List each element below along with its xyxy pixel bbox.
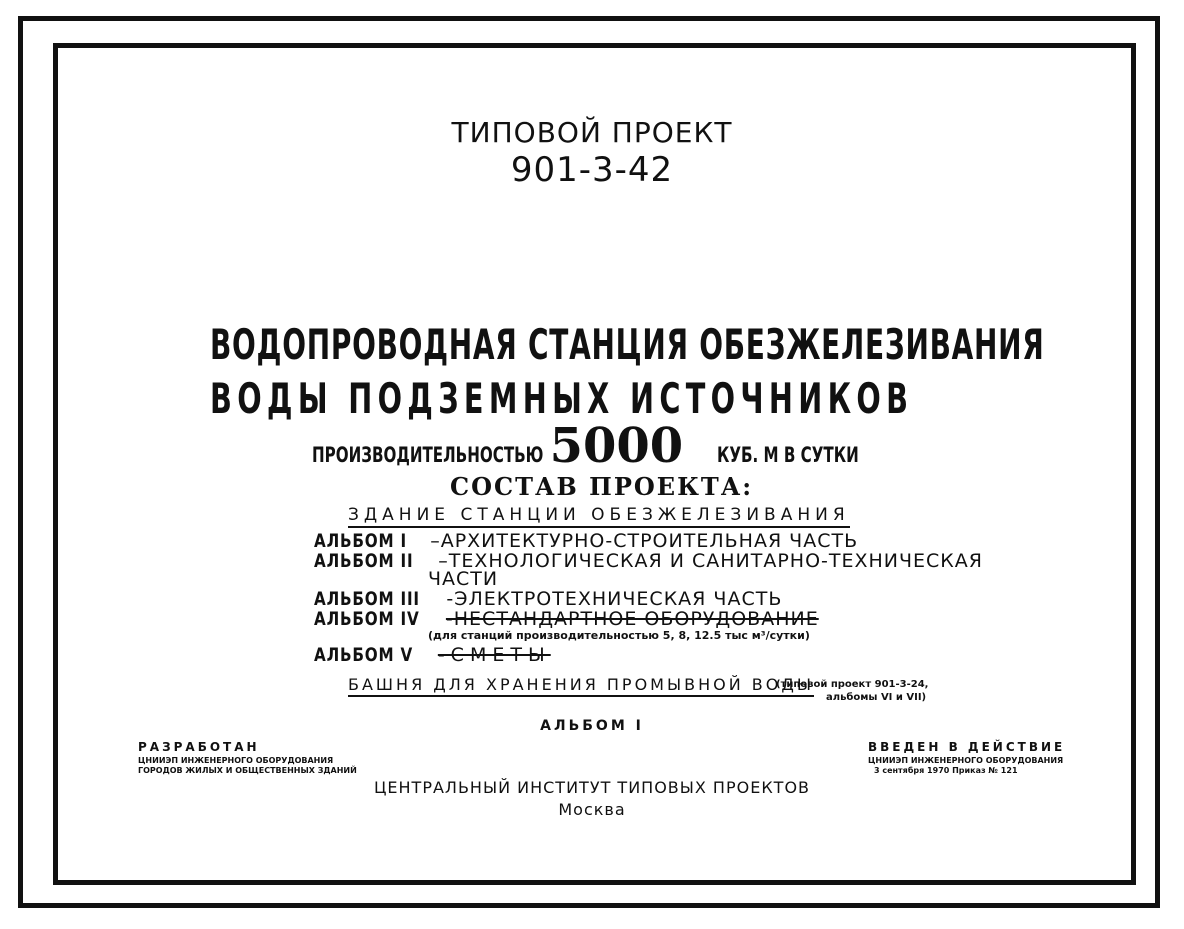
album-4-text: -НЕСТАНДАРТНОЕ ОБОРУДОВАНИЕ [445,608,819,630]
album-4 [314,608,819,630]
album-1-label: АЛЬБОМ I [314,530,407,552]
capacity-value: 5000 [549,418,684,474]
tower-heading: БАШНЯ ДЛЯ ХРАНЕНИЯ ПРОМЫВНОЙ ВОДЫ [348,675,814,697]
enacted-line-2: 3 сентября 1970 Приказ № 121 [874,766,1018,775]
album-1 [314,530,858,552]
developer-line-1: ЦНИИЭП ИНЖЕНЕРНОГО ОБОРУДОВАНИЯ [138,756,334,765]
institute-city: Москва [558,800,626,819]
project-number: 901-3-42 [510,150,674,190]
album-3 [314,588,782,610]
album-2-text: –ТЕХНОЛОГИЧЕСКАЯ И САНИТАРНО-ТЕХНИЧЕСКАЯ [438,550,983,572]
capacity-unit: КУБ. М В СУТКИ [716,443,859,467]
capacity-prefix: ПРОИЗВОДИТЕЛЬНОСТЬЮ [312,443,544,467]
album-2-text-continued: ЧАСТИ [428,568,499,590]
developer-line-2: ГОРОДОВ ЖИЛЫХ И ОБЩЕСТВЕННЫХ ЗДАНИЙ [138,766,357,775]
enacted-line-1: ЦНИИЭП ИНЖЕНЕРНОГО ОБОРУДОВАНИЯ [868,756,1064,765]
album-5-text: -СМЕТЫ [437,644,551,666]
album-1-text: –АРХИТЕКТУРНО-СТРОИТЕЛЬНАЯ ЧАСТЬ [430,530,859,552]
tower-note-line-1: (типовой проект 901-3-24, [776,679,929,690]
institute-name: ЦЕНТРАЛЬНЫЙ ИНСТИТУТ ТИПОВЫХ ПРОЕКТОВ [373,778,811,797]
tower-note-line-2: альбомы VI и VII) [826,692,927,703]
album-5 [314,644,551,666]
main-title-line-1: ВОДОПРОВОДНАЯ СТАНЦИЯ ОБЕЗЖЕЛЕЗИВАНИЯ [210,320,1045,369]
album-3-label: АЛЬБОМ III [314,588,420,610]
album-2-label: АЛЬБОМ II [314,550,414,572]
album-4-note: (для станций производительностью 5, 8, 12.5 тыс м³/сутки) [428,629,810,642]
main-title-line-2: ВОДЫ ПОДЗЕМНЫХ ИСТОЧНИКОВ [210,374,914,423]
developer-heading: РАЗРАБОТАН [138,740,260,754]
composition-title: СОСТАВ ПРОЕКТА: [450,472,754,501]
enacted-heading: ВВЕДЕН В ДЕЙСТВИЕ [868,740,1066,754]
album-5-label: АЛЬБОМ V [314,644,414,666]
album-3-text: -ЭЛЕКТРОТЕХНИЧЕСКАЯ ЧАСТЬ [446,588,783,610]
building-heading: ЗДАНИЕ СТАНЦИИ ОБЕЗЖЕЛЕЗИВАНИЯ [348,505,850,528]
album-4-label: АЛЬБОМ IV [314,608,420,630]
capacity-line [312,418,914,474]
stamp-title: ТИПОВОЙ ПРОЕКТ [451,116,733,149]
album-2 [314,550,983,572]
current-album: АЛЬБОМ I [540,718,644,734]
